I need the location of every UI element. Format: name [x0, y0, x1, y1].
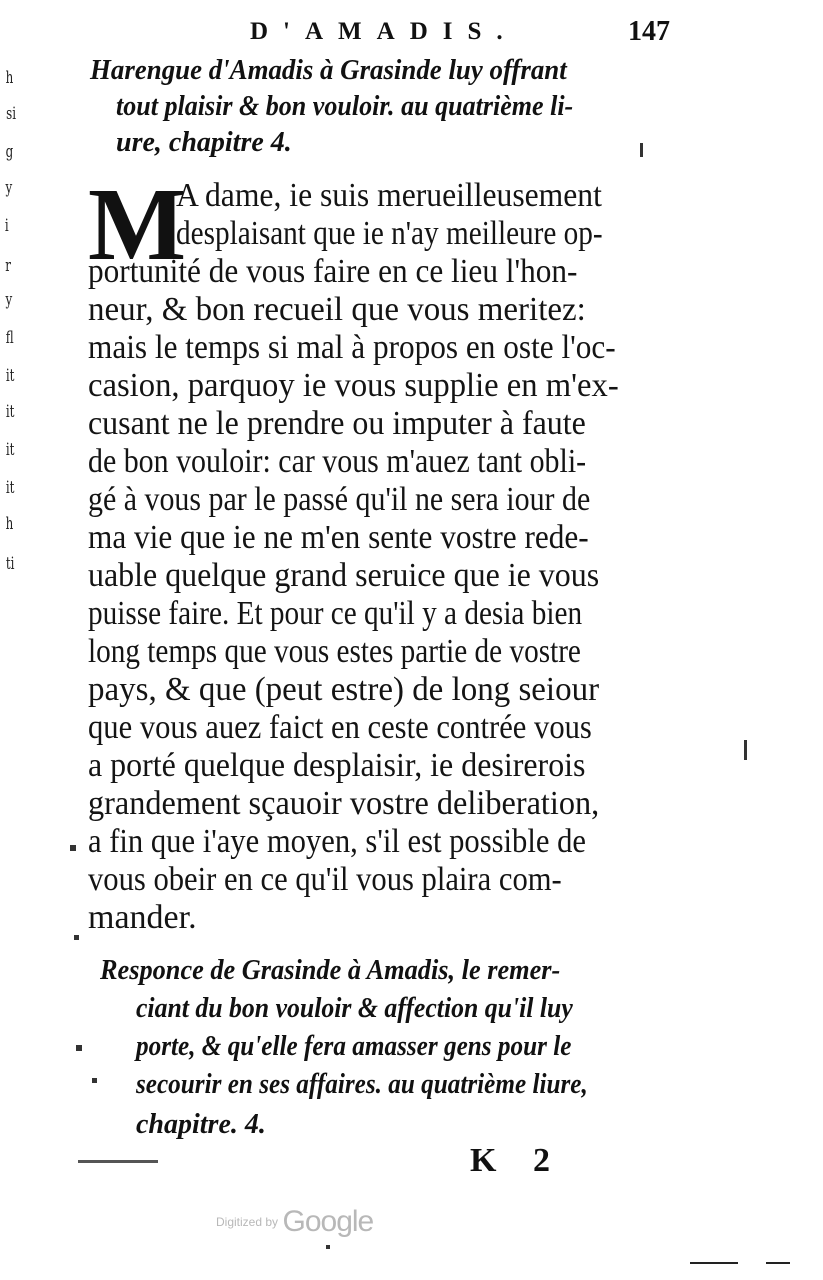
response-heading: [100, 955, 690, 1155]
page-header: [240, 18, 680, 58]
text-line: cusant ne le prendre ou imputer à faute: [88, 405, 586, 442]
text-line: grandement sçauoir vostre deliberation,: [88, 785, 600, 822]
text-line: puisse faire. Et pour ce qu'il y a desia bien: [88, 595, 583, 632]
ink-speck: [74, 935, 79, 940]
speech-heading: [90, 55, 680, 165]
page-number: 147: [628, 16, 670, 47]
speech-body: [88, 167, 682, 936]
text-line: ma vie que ie ne m'en sente vostre rede-: [88, 519, 589, 556]
digitized-watermark: [216, 1205, 373, 1239]
text-line: gé à vous par le passé qu'il ne sera iour de: [88, 481, 591, 518]
margin-fragment: it: [5, 440, 15, 460]
text-line: mander.: [88, 899, 197, 936]
ink-speck: [76, 1045, 82, 1051]
text-line: casion, parquoy ie vous supplie en m'ex-: [88, 367, 619, 404]
text-line: pays, & que (peut estre) de long seiour: [88, 671, 600, 708]
text-line: uable quelque grand seruice que ie vous: [88, 557, 600, 594]
drop-cap: M: [88, 167, 187, 282]
text-line: a porté quelque desplaisir, ie desirerois: [88, 747, 586, 784]
ink-speck: [70, 845, 76, 851]
margin-fragment: h: [5, 68, 14, 88]
margin-fragment: it: [5, 366, 15, 386]
margin-fragment: ti: [5, 554, 15, 574]
text-line: vous obeir en ce qu'il vous plaira com-: [88, 861, 562, 898]
watermark-prefix: Digitized by: [216, 1215, 279, 1229]
text-line: mais le temps si mal à propos en oste l'oc-: [88, 329, 616, 366]
margin-rule: [690, 1262, 738, 1264]
margin-fragment: it: [5, 402, 15, 422]
text-line: a fin que i'aye moyen, s'il est possible de: [88, 823, 586, 860]
margin-fragment: h: [5, 514, 14, 534]
margin-fragment: g: [5, 142, 14, 162]
heading-line: secourir en ses affaires. au quatrième liure,: [136, 1069, 588, 1100]
heading-line: ure, chapitre 4.: [116, 127, 292, 158]
margin-fragment: i: [4, 216, 9, 236]
text-line: que vous auez faict en ceste contrée vous: [88, 709, 592, 746]
heading-line: ciant du bon vouloir & affection qu'il luy: [136, 993, 573, 1024]
text-line: neur, & bon recueil que vous meritez:: [88, 291, 586, 328]
margin-rule: [766, 1262, 790, 1264]
text-line: portunité de vous faire en ce lieu l'hon-: [88, 253, 578, 290]
signature-mark: K 2: [470, 1142, 564, 1179]
heading-line: chapitre. 4.: [136, 1109, 266, 1140]
ink-speck: [92, 1078, 97, 1083]
text-line: desplaisant que ie n'ay meilleure op-: [176, 215, 603, 252]
ink-speck: [640, 143, 643, 157]
ink-speck: [326, 1245, 330, 1249]
margin-rule: [78, 1160, 158, 1163]
heading-line: porte, & qu'elle fera amasser gens pour le: [136, 1031, 572, 1062]
margin-fragment: r: [5, 256, 11, 276]
heading-line: tout plaisir & bon vouloir. au quatrième li-: [116, 91, 574, 122]
text-line: A dame, ie suis merueilleusement: [176, 177, 602, 214]
text-line: de bon vouloir: car vous m'auez tant obli-: [88, 443, 587, 480]
margin-fragment: fl: [5, 328, 14, 348]
text-line: long temps que vous estes partie de vostre: [88, 633, 581, 670]
margin-fragment: y: [5, 290, 13, 310]
heading-line: Harengue d'Amadis à Grasinde luy offrant: [90, 55, 567, 86]
margin-fragment: it: [5, 478, 15, 498]
ink-speck: [744, 740, 747, 760]
margin-fragment: y: [5, 178, 13, 198]
running-title: D'AMADIS.: [250, 18, 518, 45]
heading-line: Responce de Grasinde à Amadis, le remer-: [100, 955, 561, 986]
watermark-brand: Google: [282, 1205, 374, 1238]
margin-fragment: si: [6, 104, 17, 124]
